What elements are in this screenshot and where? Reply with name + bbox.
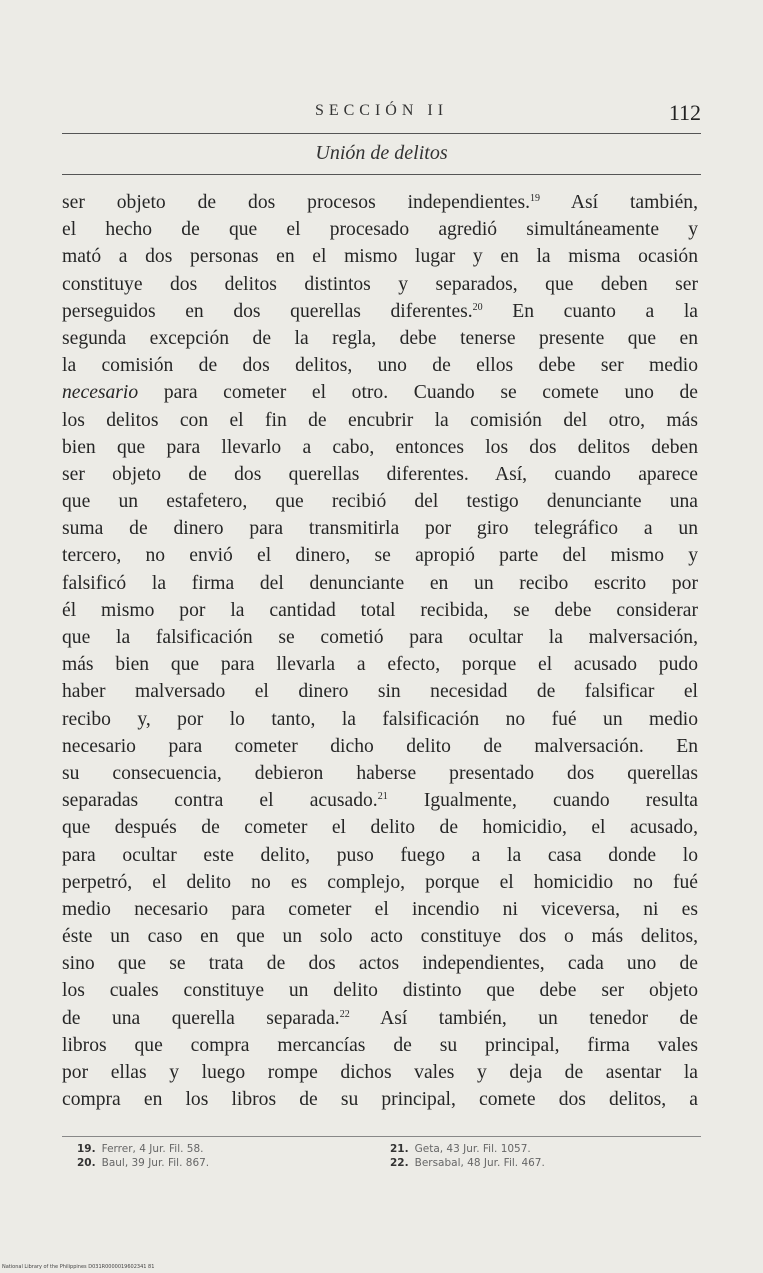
text-segment: más bien que para llevarla a efecto, porque el acusado pudo xyxy=(62,654,698,676)
text-segment: sino que se trata de dos actos independientes, cada uno de xyxy=(62,953,698,975)
footnote-number: 22. xyxy=(390,1157,409,1169)
text-line xyxy=(62,1059,698,1086)
footnotes-left-column xyxy=(77,1143,377,1171)
text-line xyxy=(62,243,698,270)
text-segment: su consecuencia, debieron haberse presentado dos querellas xyxy=(62,762,698,784)
text-line xyxy=(62,542,698,569)
text-segment: tercero, no envió el dinero, se apropió parte del mismo y xyxy=(62,545,698,567)
text-line xyxy=(62,651,698,678)
text-segment: que un estafetero, que recibió del testigo denunciante una xyxy=(62,491,698,513)
chapter-subtitle: Unión de delitos xyxy=(315,142,448,164)
text-segment: segunda excepción de la regla, debe tenerse presente que en xyxy=(62,327,698,349)
text-line xyxy=(62,814,698,841)
text-segment: la comisión de dos delitos, uno de ellos debe ser medio xyxy=(62,355,698,377)
text-segment: perseguidos en dos querellas diferentes. xyxy=(62,300,473,322)
text-segment: libros que compra mercancías de su principal, firma vales xyxy=(62,1034,698,1056)
text-line xyxy=(62,597,698,624)
text-line xyxy=(62,570,698,597)
footnote-rule xyxy=(62,1136,701,1137)
text-segment: para cometer el otro. Cuando se comete uno de xyxy=(138,382,698,404)
text-line xyxy=(62,271,698,298)
text-segment: Así también, un tenedor de xyxy=(349,1007,698,1029)
section-title: SECCIÓN II xyxy=(314,102,449,119)
text-segment: perpetró, el delito no es complejo, porque el homicidio no fué xyxy=(62,871,698,893)
text-line xyxy=(62,733,698,760)
text-line xyxy=(62,1005,698,1032)
text-line xyxy=(62,678,698,705)
text-segment: éste un caso en que un solo acto constituye dos o más delitos, xyxy=(62,926,698,948)
text-line xyxy=(62,787,698,814)
text-segment: para ocultar este delito, puso fuego a la casa donde lo xyxy=(62,844,698,866)
page-number: 112 xyxy=(668,100,701,125)
footnote-ref: 22 xyxy=(339,1008,350,1020)
text-segment: él mismo por la cantidad total recibida, se debe considerar xyxy=(62,599,698,621)
footnote-ref: 21 xyxy=(377,791,388,803)
text-line xyxy=(62,950,698,977)
text-segment: separadas contra el acusado. xyxy=(62,790,378,812)
footnote-citation: Geta, 43 Jur. Fil. 1057. xyxy=(414,1143,531,1155)
text-line xyxy=(62,352,698,379)
text-segment: ser objeto de dos procesos independientes. xyxy=(62,192,531,213)
text-segment: Igualmente, cuando resulta xyxy=(387,790,698,812)
text-segment: recibo y, por lo tanto, la falsificación no fué un medio xyxy=(62,708,698,730)
text-line xyxy=(62,842,698,869)
text-segment: de una querella separada. xyxy=(62,1007,340,1029)
text-line xyxy=(62,706,698,733)
text-line xyxy=(62,461,698,488)
text-line xyxy=(62,189,698,216)
text-segment: compra en los libros de su principal, comete dos delitos, a xyxy=(62,1089,698,1111)
footnote-ref: 20 xyxy=(472,301,483,313)
text-segment: por ellas y luego rompe dichos vales y deja de asentar la xyxy=(62,1062,698,1083)
text-segment: falsificó la firma del denunciante en un recibo escrito por xyxy=(62,572,698,594)
library-stamp: National Library of the Philippines D031R0000019602341 81 xyxy=(2,1264,155,1270)
text-line xyxy=(62,1032,698,1059)
text-segment: medio necesario para cometer el incendio ni viceversa, ni es xyxy=(62,898,698,920)
text-segment: que la falsificación se cometió para ocultar la malversación, xyxy=(62,627,698,648)
footnote xyxy=(77,1143,377,1157)
text-line xyxy=(62,434,698,461)
text-segment: haber malversado el dinero sin necesidad de falsificar el xyxy=(62,681,698,703)
footnote xyxy=(390,1157,690,1171)
text-line xyxy=(62,488,698,515)
text-segment: el hecho de que el procesado agredió simultáneamente y xyxy=(62,219,698,241)
text-line xyxy=(62,325,698,352)
header-rule-top xyxy=(62,133,701,134)
text-line xyxy=(62,896,698,923)
text-segment: necesario xyxy=(62,382,139,404)
text-line xyxy=(62,407,698,434)
running-head xyxy=(62,96,701,136)
text-segment: constituye dos delitos distintos y separados, que deben ser xyxy=(62,273,698,295)
footnote xyxy=(77,1157,377,1171)
text-line xyxy=(62,760,698,787)
footnote-citation: Ferrer, 4 Jur. Fil. 58. xyxy=(101,1143,204,1155)
text-line xyxy=(62,624,698,651)
text-line xyxy=(62,869,698,896)
footnote-number: 20. xyxy=(77,1157,96,1169)
text-line xyxy=(62,1086,698,1113)
text-segment: necesario para cometer dicho delito de malversación. En xyxy=(62,735,698,757)
header-rule-bottom xyxy=(62,174,701,175)
text-line xyxy=(62,216,698,243)
text-line xyxy=(62,515,698,542)
text-segment: En cuanto a la xyxy=(482,300,698,322)
text-segment: los delitos con el fin de encubrir la comisión del otro, más xyxy=(62,409,698,431)
body-text xyxy=(62,189,698,1113)
text-line xyxy=(62,977,698,1004)
text-segment: los cuales constituye un delito distinto que debe ser objeto xyxy=(62,980,698,1002)
footnote-citation: Bersabal, 48 Jur. Fil. 467. xyxy=(414,1157,545,1169)
text-segment: ser objeto de dos querellas diferentes. Así, cuando aparece xyxy=(62,463,698,485)
footnote xyxy=(390,1143,690,1157)
text-segment: mató a dos personas en el mismo lugar y en la misma ocasión xyxy=(62,246,698,268)
text-line xyxy=(62,298,698,325)
text-line xyxy=(62,379,698,406)
text-segment: que después de cometer el delito de homicidio, el acusado, xyxy=(62,817,698,839)
footnote-citation: Baul, 39 Jur. Fil. 867. xyxy=(101,1157,210,1169)
text-segment: bien que para llevarlo a cabo, entonces los dos delitos deben xyxy=(62,436,698,458)
footnotes-right-column xyxy=(390,1143,690,1171)
text-line xyxy=(62,923,698,950)
footnote-number: 19. xyxy=(77,1143,96,1155)
text-segment: suma de dinero para transmitirla por giro telegráfico a un xyxy=(62,518,698,540)
footnote-number: 21. xyxy=(390,1143,409,1155)
footnote-ref: 19 xyxy=(530,193,541,204)
text-segment: Así también, xyxy=(540,192,698,213)
